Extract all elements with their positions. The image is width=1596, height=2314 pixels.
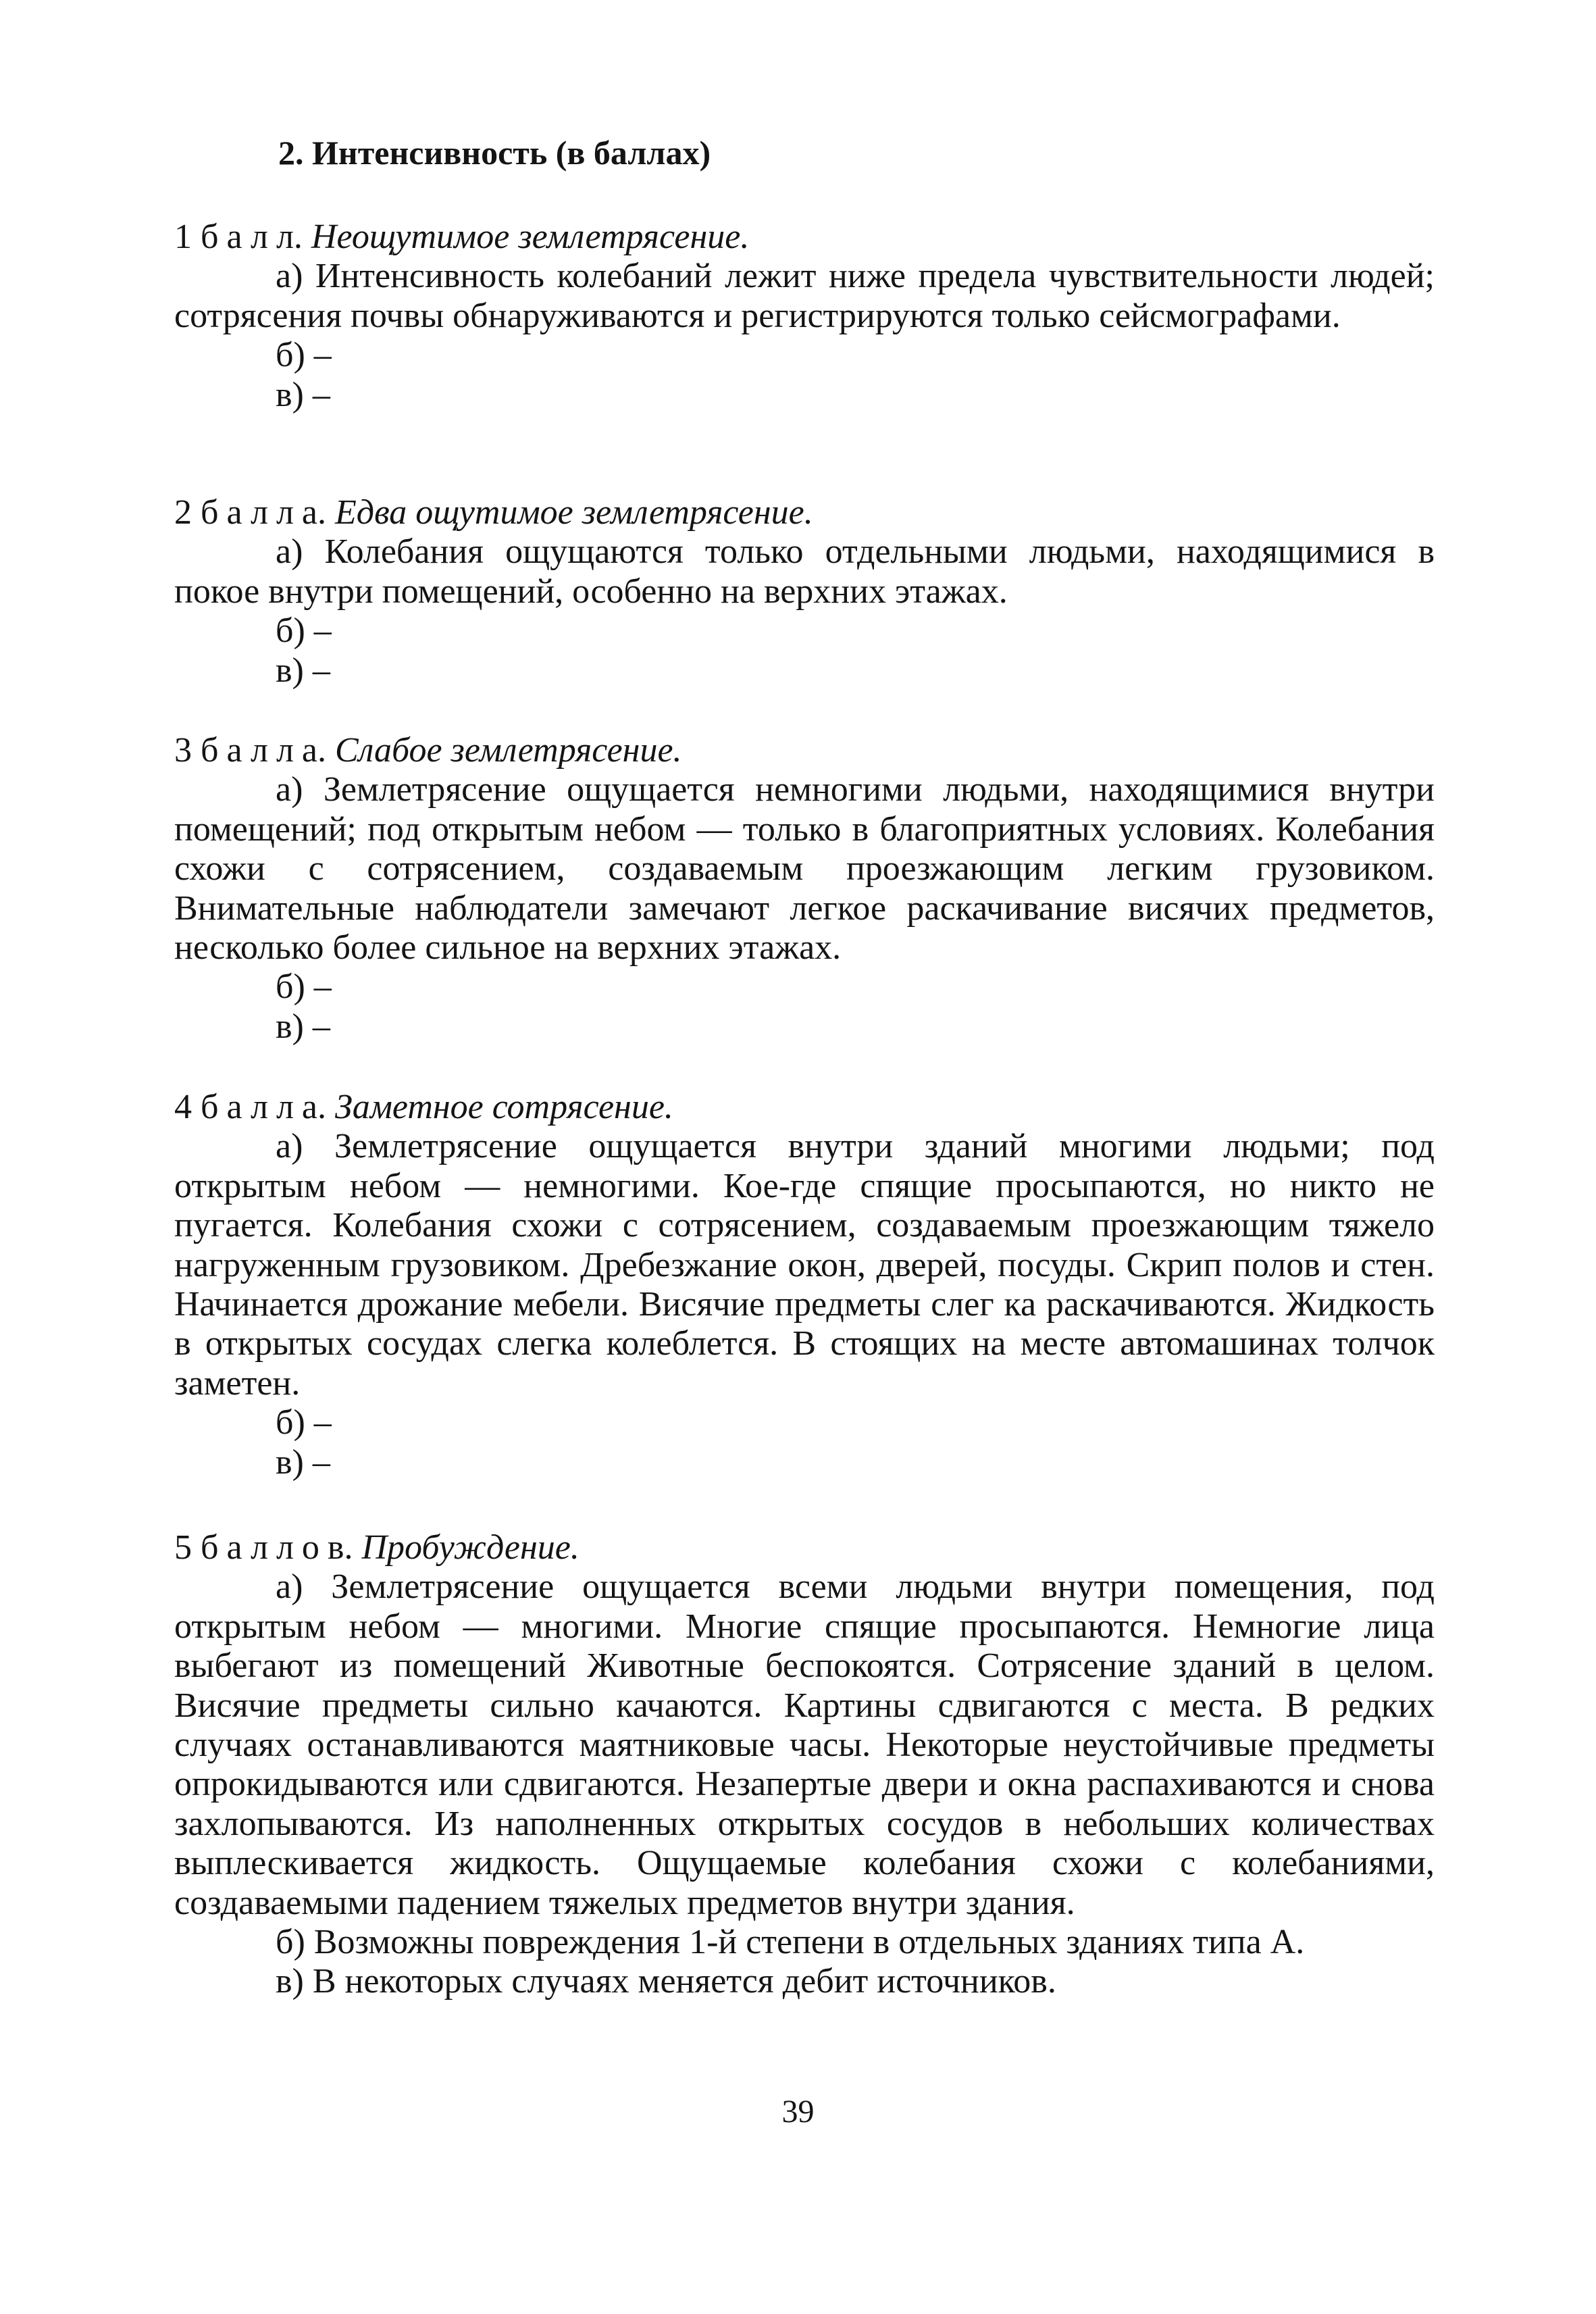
entry-description-b: б) – [276, 611, 332, 651]
entry-unit-suffix: а. [301, 1088, 326, 1126]
entry-unit: балл [201, 731, 302, 770]
entry-number: 1 [174, 218, 192, 256]
entry-description-a: а) Землетрясение ощущается немногими людьми, находящимися внутри помещений; под открытым небом — только в благоприятных условиях. Колебания схожи с сотрясением, создаваемым проезжающим легким грузовиком. Внимательные наблюдатели замечают легкое раскачивание висячих предметов, несколько более сильное на верхних этажах. [174, 770, 1435, 967]
entry-unit: балл [201, 1088, 302, 1126]
entry-description-v: в) – [276, 1007, 330, 1046]
entry-unit-suffix: в. [327, 1528, 353, 1567]
entry-unit-suffix: а. [301, 731, 326, 770]
entry-heading [174, 1088, 1435, 1127]
entry-name: Слабое землетрясение. [335, 731, 682, 770]
entry-unit: балло [201, 1528, 328, 1567]
entry-number: 2 [174, 493, 192, 532]
entry-description-b: б) – [276, 1403, 332, 1442]
entry-description-b: б) – [276, 967, 332, 1007]
entry-description-a: а) Землетрясение ощущается внутри зданий многими людьми; под открытым небом — немногими. Кое-где спящие просыпаются, но никто не пугается. Колебания схожи с сотрясением, создаваемым проезжающим тяжело нагруженным грузовиком. Дребезжание окон, дверей, посуды. Скрип полов и стен. Начинается дрожание мебели. Висячие предметы слег ка раскачиваются. Жидкость в открытых сосудах слегка колеблется. В стоящих на месте автомашинах толчок заметен. [174, 1127, 1435, 1403]
entry-heading [174, 218, 1435, 257]
entry-name: Неощутимое землетрясение. [311, 218, 750, 256]
entry-description-a: а) Колебания ощущаются только отдельными людьми, находящимися в покое внутри помещений, особенно на верхних этажах. [174, 532, 1435, 611]
entry-name: Заметное сотрясение. [335, 1088, 673, 1126]
entry-unit: бал [201, 218, 276, 256]
entry-number: 5 [174, 1528, 192, 1567]
section-title: 2. Интенсивность (в баллах) [278, 134, 711, 172]
entry-unit-suffix: л. [276, 218, 303, 256]
intensity-entry-4 [174, 1088, 1435, 1482]
page-number: 39 [781, 2094, 815, 2130]
intensity-entry-2 [174, 493, 1435, 690]
entry-unit-suffix: а. [301, 493, 326, 532]
intensity-entry-5 [174, 1528, 1435, 2002]
entry-heading [174, 493, 1435, 532]
entry-number: 4 [174, 1088, 192, 1126]
entry-unit: балл [201, 493, 302, 532]
entry-description-v: в) – [276, 375, 330, 414]
intensity-entry-1 [174, 218, 1435, 415]
entry-description-a: а) Интенсивность колебаний лежит ниже предела чувствительности людей; сотрясения почвы обнаруживаются и регистрируются только сейсмографами. [174, 257, 1435, 335]
entry-description-v: в) – [276, 1442, 330, 1482]
entry-description-a: а) Землетрясение ощущается всеми людьми внутри помещения, под открытым небом — многими. Многие спящие просыпаются. Немногие лица выбегают из помещений Животные беспокоятся. Сотрясение зданий в целом. Висячие предметы сильно качаются. Картины сдвигаются с места. В редких случаях останавливаются маятниковые часы. Некоторые неустойчивые предметы опрокидываются или сдвигаются. Незапертые двери и окна распахиваются и снова захлопываются. Из наполненных открытых сосудов в небольших количествах выплескивается жидкость. Ощущаемые колебания схожи с колебаниями, создаваемыми падением тяжелых предметов внутри здания. [174, 1567, 1435, 1922]
entry-description-b: б) – [276, 336, 332, 375]
intensity-entry-3 [174, 731, 1435, 1047]
entry-heading [174, 1528, 1435, 1567]
entry-name: Едва ощутимое землетрясение. [335, 493, 813, 532]
entry-description-v: в) – [276, 651, 330, 690]
entry-number: 3 [174, 731, 192, 770]
entry-heading [174, 731, 1435, 770]
entry-description-v: в) В некоторых случаях меняется дебит источников. [276, 1962, 1056, 2001]
entry-name: Пробуждение. [361, 1528, 580, 1567]
entry-description-b: б) Возможны повреждения 1-й степени в отдельных зданиях типа А. [276, 1923, 1305, 1962]
